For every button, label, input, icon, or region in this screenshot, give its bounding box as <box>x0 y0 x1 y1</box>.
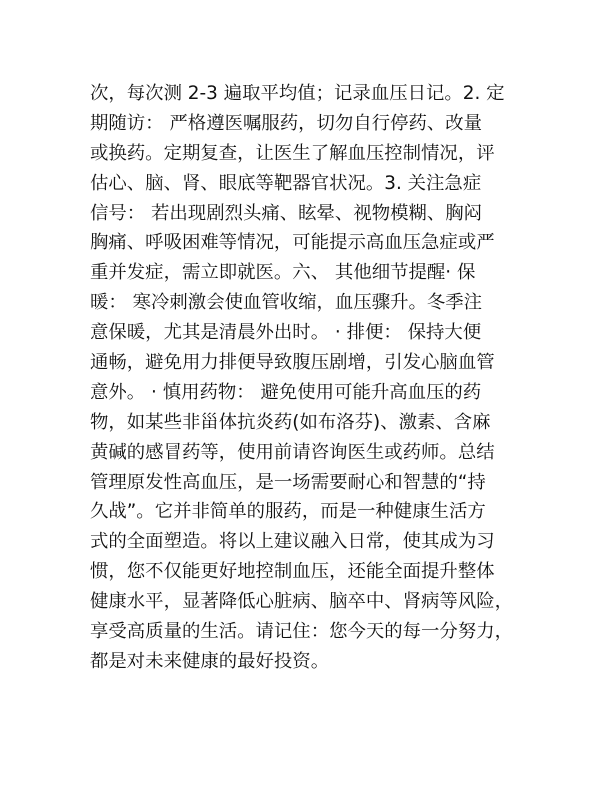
text-line: 都是对未来健康的最好投资。 <box>90 650 330 672</box>
text-line: 意外。 · 慎用药物： 避免使用可能升高血压的药 <box>90 381 482 403</box>
text-line: 估心、脑、肾、眼底等靶器官状况。3. 关注急症 <box>90 172 482 194</box>
text-line: 意保暖，尤其是清晨外出时。 · 排便： 保持大便 <box>90 322 482 344</box>
text-line: 暖： 寒冷刺激会使血管收缩，血压骤升。冬季注 <box>90 292 483 314</box>
text-line: 久战”。它并非简单的服药，而是一种健康生活方 <box>90 501 486 523</box>
text-line: 信号： 若出现剧烈头痛、眩晕、视物模糊、胸闷 <box>90 202 483 224</box>
text-line: 惯，您不仅能更好地控制血压，还能全面提升整体 <box>90 561 495 583</box>
text-line: 式的全面塑造。将以上建议融入日常，使其成为习 <box>90 531 495 553</box>
text-line: 期随访： 严格遵医嘱服药，切勿自行停药、改量 <box>90 112 483 134</box>
text-line: 健康水平，显著降低心脏病、脑卒中、肾病等风险， <box>90 591 513 613</box>
text-line: 管理原发性高血压，是一场需要耐心和智慧的“持 <box>90 471 486 493</box>
text-line: 胸痛、呼吸困难等情况，可能提示高血压急症或严 <box>90 232 495 254</box>
text-line: 或换药。定期复查，让医生了解血压控制情况，评 <box>90 142 495 164</box>
text-line: 通畅，避免用力排便导致腹压剧增，引发心脑血管 <box>90 352 495 374</box>
text-line: 重并发症，需立即就医。六、 其他细节提醒· 保 <box>90 262 476 284</box>
body-text <box>90 79 530 677</box>
text-line: 享受高质量的生活。请记住：您今天的每一分努力， <box>90 621 513 643</box>
text-line: 物，如某些非甾体抗炎药(如布洛芬)、激素、含麻 <box>90 411 491 433</box>
text-line: 次，每次测 2-3 遍取平均值；记录血压日记。2. 定 <box>90 83 505 104</box>
text-line: 黄碱的感冒药等，使用前请咨询医生或药师。总结 <box>90 441 495 463</box>
